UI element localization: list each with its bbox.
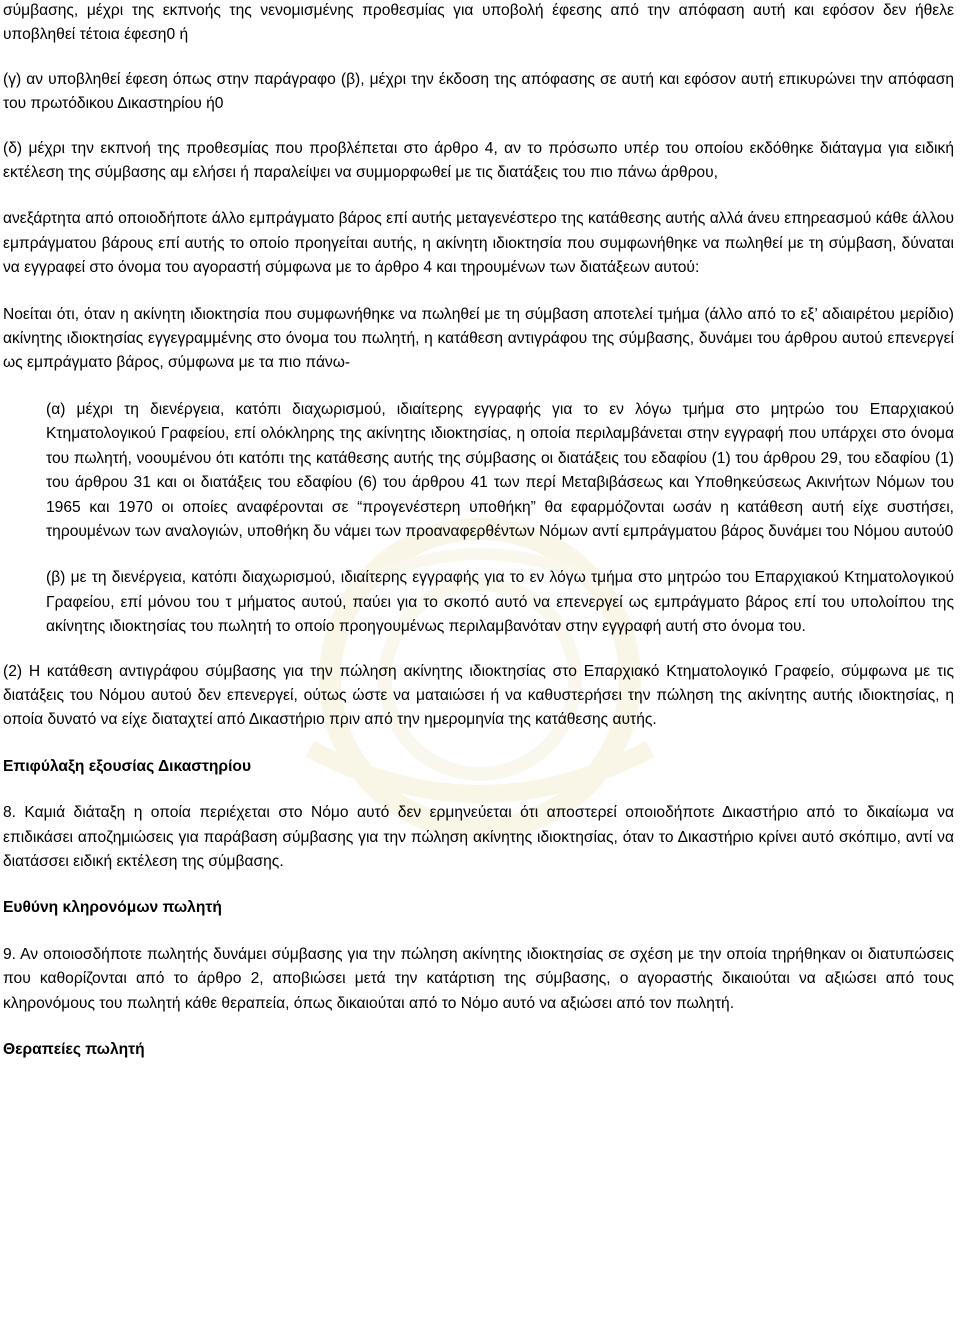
- paragraph-6: (α) μέχρι τη διενέργεια, κατόπι διαχωρισμού, ιδιαίτερης εγγραφής για το εν λόγω τμήμα στο μητρώο του Επαρχιακού Κτηματολογικού Γραφείου, επί ολόκληρης της ακίνητης ιδιοκτησίας, η οποία περιλαμβάνεται στην εγγραφή που υπάρχει στο όνομα του πωλητή, νοουμένου ότι κατόπι της κατάθεσης αυτής της σύμβασης οι διατάξεις του εδαφίου (1) του άρθρου 29, του εδαφίου (1) του άρθρου 31 και οι διατάξεις του εδαφίου (6) του άρθρου 41 των περί Μεταβιβάσεως και Υποθηκεύσεως Ακινήτων Νόμων του 1965 και 1970 οι οποίες αναφέρονται σε “προγενέστερη υποθήκη” θα εφαρμόζονται ωσάν η κατάθεση αυτή είχε συστήσει, τηρουμένων των αναλογιών, υποθήκη δυ νάμει των προαναφερθέντων Νόμων αντί εμπράγματου βάρος δυνάμει του Νόμου αυτού0: [46, 400, 954, 540]
- paragraph-8: (2) Η κατάθεση αντιγράφου σύμβασης για την πώληση ακίνητης ιδιοκτησίας στο Επαρχιακό Κτηματολογικό Γραφείο, σύμφωνα με τις διατάξεις του Νόμου αυτού δεν επενεργεί, ούτως ώστε να ματαιώσει ή να καθυστερήσει την πώληση της ακίνητης αυτής ιδιοκτησίας, η οποία δυνατό να είχε διαταχτεί από Δικαστήριο πριν από την ημερομηνία της κατάθεσης αυτής.: [3, 662, 954, 729]
- paragraph-4: ανεξάρτητα από οποιοδήποτε άλλο εμπράγματο βάρος επί αυτής μεταγενέστερο της κατάθεσης αυτής αλλά άνευ επηρεασμού κάθε άλλου εμπράγματου βάρους επί αυτής το οποίο προηγείται αυτής, η ακίνητη ιδιοκτησία που συμφωνήθηκε να πωληθεί με τη σύμβαση, δύναται να εγγραφεί στο όνομα του αγοραστή σύμφωνα με το άρθρο 4 και τηρουμένων των διατάξεων αυτού:: [3, 210, 954, 277]
- paragraph-9: 8. Καμιά διάταξη η οποία περιέχεται στο Νόμο αυτό δεν ερμηνεύεται ότι αποστερεί οποιοδήποτε Δικαστήριο από το δικαίωμα να επιδικάσει αποζημιώσεις για παράβαση σύμβασης για την πώληση ακίνητης ιδιοκτησίας, όταν το Δικαστήριο κρίνει αυτό σκόπιμο, αντί να διατάσσει ειδική εκτέλεση της σύμβασης.: [3, 804, 954, 870]
- paragraph-7: (β) με τη διενέργεια, κατόπι διαχωρισμού, ιδιαίτερης εγγραφής για το εν λόγω τμήμα στο μητρώο του Επαρχιακού Κτηματολογικού Γραφείου, επί μόνου του τ μήματος αυτού, παύει για το σκοπό αυτό να επενεργεί ως εμπράγματο βάρος επί του υπολοίπου της ακίνητης ιδιοκτησίας του πωλητή το οποίο προηγουμένως περιλαμβανόταν στην εγγραφή αυτή στο όνομα του.: [46, 569, 954, 636]
- paragraph-2: (γ) αν υποβληθεί έφεση όπως στην παράγραφο (β), μέχρι την έκδοση της απόφασης σε αυτή και εφόσον αυτή επικυρώνει την απόφαση του πρωτόδικου Δικαστηρίου ή0: [3, 70, 954, 113]
- section-heading-court-power: Επιφύλαξη εξουσίας Δικαστηρίου: [3, 757, 252, 775]
- section-heading-seller-remedies: Θεραπείες πωλητή: [3, 1041, 145, 1058]
- paragraph-5: Νοείται ότι, όταν η ακίνητη ιδιοκτησία που συμφωνήθηκε να πωληθεί με τη σύμβαση αποτελεί τμήμα (άλλο από το εξ’ αδιαιρέτου μερίδιο) ακίνητης ιδιοκτησίας εγγεγραμμένης στο όνομα του πωλητή, η κατάθεση αντιγράφου της σύμβασης, δυνάμει του άρθρου αυτού επενεργεί ως εμπράγματο βάρος, σύμφωνα με τα πιο πάνω-: [3, 305, 954, 372]
- section-heading-heirs-liability: Ευθύνη κληρονόμων πωλητή: [3, 899, 222, 917]
- paragraph-3: (δ) μέχρι την εκπνοή της προθεσμίας που προβλέπεται στο άρθρο 4, αν το πρόσωπο υπέρ του οποίου εκδόθηκε διάταγμα για ειδική εκτέλεση της σύμβασης αμ ελήσει ή παραλείψει να συμμορφωθεί με τις διατάξεις του πιο πάνω άρθρου,: [3, 139, 954, 182]
- paragraph-1: σύμβασης, μέχρι της εκπνοής της νενομισμένης προθεσμίας για υποβολή έφεσης από την απόφαση αυτή και εφόσον δεν ήθελε υποβληθεί τέτοια έφεση0 ή: [3, 2, 954, 44]
- paragraph-10: 9. Αν οποιοσδήποτε πωλητής δυνάμει σύμβασης για την πώληση ακίνητης ιδιοκτησίας σε σχέση με την οποία τηρήθηκαν οι διατυπώσεις που καθορίζονται από το άρθρο 2, αποβιώσει μετά την κατάρτιση της σύμβασης, ο αγοραστής δικαιούται να αξιώσει από τους κληρονόμους του πωλητή κάθε θεραπεία, όπως δικαιούται από το Νόμο αυτό να αξιώσει από τον πωλητή.: [3, 945, 954, 1012]
